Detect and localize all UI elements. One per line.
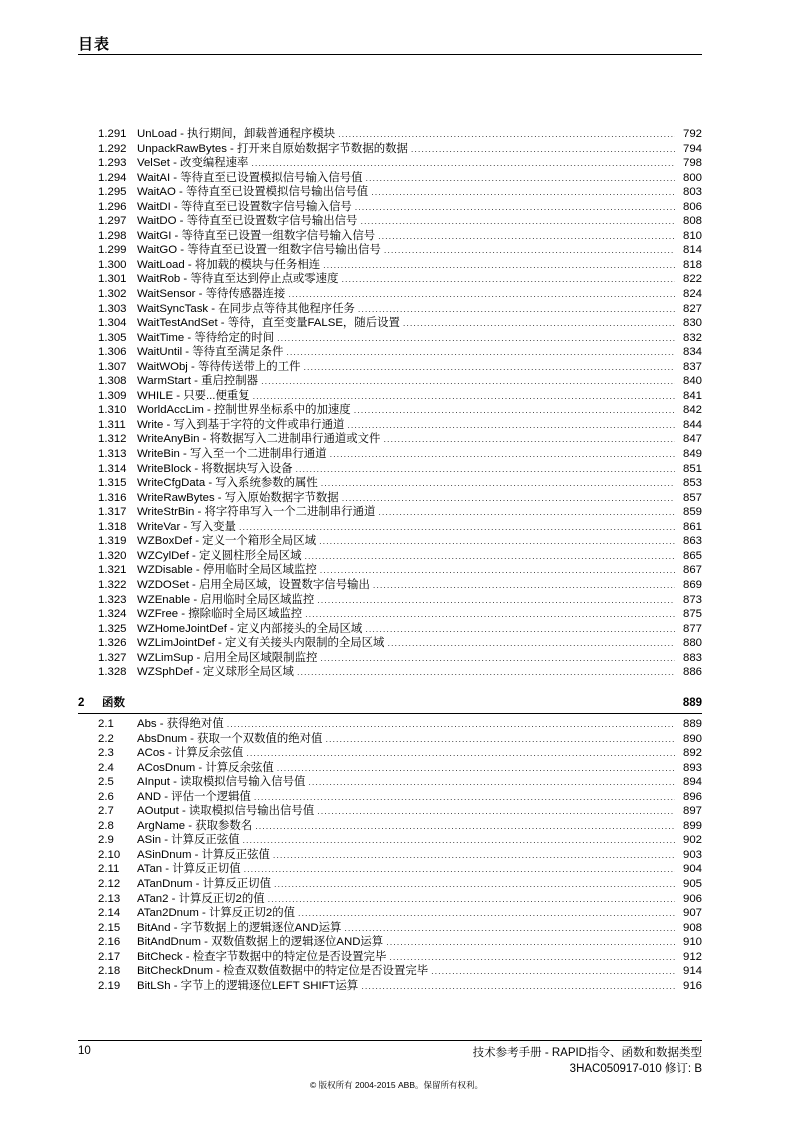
toc-entry-page: 875 bbox=[682, 608, 702, 621]
toc-entry-page: 892 bbox=[682, 747, 702, 760]
toc-entry[interactable] bbox=[78, 804, 702, 819]
toc-entry-page: 916 bbox=[682, 979, 702, 992]
toc-entry-page: 907 bbox=[682, 907, 702, 920]
toc-entry[interactable] bbox=[78, 156, 702, 171]
toc-entry[interactable] bbox=[78, 717, 702, 732]
toc-entry-number: 1.292 bbox=[98, 142, 127, 155]
toc-entry-number: 1.299 bbox=[98, 244, 127, 257]
toc-entry-title: WaitLoad - 将加载的模块与任务相连 bbox=[137, 258, 321, 271]
toc-leader-dots bbox=[303, 360, 675, 375]
toc-entry-title: WorldAccLim - 控制世界坐标系中的加速度 bbox=[137, 404, 351, 417]
toc-entry[interactable] bbox=[78, 578, 702, 593]
toc-entry-title: WriteStrBin - 将字符串写入一个二进制串行通道 bbox=[137, 506, 376, 519]
toc-leader-dots bbox=[323, 258, 675, 273]
toc-entry-page: 851 bbox=[682, 462, 702, 475]
toc-leader-dots bbox=[321, 476, 675, 491]
footer-divider bbox=[78, 1040, 702, 1041]
toc-entry[interactable] bbox=[78, 833, 702, 848]
toc-leader-dots bbox=[347, 418, 675, 433]
toc-entry-number: 2.11 bbox=[98, 863, 120, 876]
toc-entry-page: 890 bbox=[682, 732, 702, 745]
toc-entry-page: 902 bbox=[682, 834, 702, 847]
toc-entry-title: WaitDI - 等待直至已设置数字信号输入信号 bbox=[137, 200, 352, 213]
toc-entry[interactable] bbox=[78, 185, 702, 200]
toc-entry-page: 910 bbox=[682, 936, 702, 949]
toc-entry-number: 2.18 bbox=[98, 965, 121, 978]
toc-leader-dots bbox=[288, 287, 675, 302]
toc-entry-number: 1.309 bbox=[98, 389, 127, 402]
toc-leader-dots bbox=[227, 717, 675, 732]
toc-entry-number: 1.310 bbox=[98, 404, 127, 417]
toc-entry[interactable] bbox=[78, 447, 702, 462]
toc-entry-title: WaitRob - 等待直至达到停止点或零速度 bbox=[137, 273, 339, 286]
toc-entry-title: Abs - 获得绝对值 bbox=[137, 718, 224, 730]
toc-entry[interactable] bbox=[78, 142, 702, 157]
toc-entry-page: 869 bbox=[682, 578, 702, 591]
toc-entry[interactable] bbox=[78, 418, 702, 433]
toc-leader-dots bbox=[317, 804, 675, 819]
toc-entry-title: AND - 评估一个逻辑值 bbox=[137, 790, 251, 803]
toc-entry-number: 1.328 bbox=[98, 666, 127, 679]
toc-entry-title: BitAndDnum - 双数值数据上的逻辑逐位AND运算 bbox=[137, 936, 384, 949]
toc-entry-page: 914 bbox=[682, 965, 702, 978]
toc-entry-number: 1.315 bbox=[98, 477, 127, 490]
toc-leader-dots bbox=[355, 200, 675, 215]
toc-entry-page: 822 bbox=[682, 273, 702, 286]
toc-entry[interactable] bbox=[78, 476, 702, 491]
toc-leader-dots bbox=[330, 447, 675, 462]
toc-entry-number: 2.17 bbox=[98, 950, 121, 963]
toc-entry-page: 897 bbox=[682, 805, 702, 818]
toc-entry-title: WaitSensor - 等待传感器连接 bbox=[137, 288, 286, 301]
toc-entry-title: WZLimSup - 启用全局区域限制监控 bbox=[137, 651, 318, 664]
toc-entry[interactable] bbox=[78, 491, 702, 506]
toc-entry-number: 1.303 bbox=[98, 302, 127, 315]
toc-leader-dots bbox=[371, 185, 675, 200]
toc-entry-title: Write - 写入到基于字符的文件或串行通道 bbox=[137, 418, 345, 431]
toc-entry-page: 859 bbox=[682, 506, 702, 519]
toc-leader-dots bbox=[251, 156, 675, 171]
toc-entry[interactable] bbox=[78, 258, 702, 273]
toc-entry-title: WaitAO - 等待直至已设置模拟信号输出信号值 bbox=[137, 186, 369, 199]
toc-leader-dots bbox=[268, 892, 675, 907]
toc-entry-page: 798 bbox=[682, 157, 702, 170]
toc-entry[interactable] bbox=[78, 505, 702, 520]
toc-entry-page: 889 bbox=[682, 718, 702, 730]
toc-leader-dots bbox=[341, 272, 675, 287]
toc-entry-title: WaitTime - 等待给定的时间 bbox=[137, 331, 275, 344]
toc-entry-title: WriteCfgData - 写入系统参数的属性 bbox=[137, 477, 318, 490]
toc-entry[interactable] bbox=[78, 302, 702, 317]
toc-entry-number: 1.316 bbox=[98, 491, 127, 504]
toc-entry-number: 1.314 bbox=[98, 462, 127, 475]
toc-entry[interactable] bbox=[78, 243, 702, 258]
toc-entry-title: WarmStart - 重启控制器 bbox=[137, 375, 259, 388]
toc-leader-dots bbox=[274, 877, 675, 892]
toc-entry-title: WZDisable - 停用临时全局区域监控 bbox=[137, 564, 317, 577]
toc-entry[interactable] bbox=[78, 171, 702, 186]
toc-entry-title: WaitWObj - 等待传送带上的工件 bbox=[137, 360, 301, 373]
toc-entry-number: 1.302 bbox=[98, 288, 127, 301]
toc-entry-title: AInput - 读取模拟信号输入信号值 bbox=[137, 776, 306, 789]
toc-entry-page: 880 bbox=[682, 637, 702, 650]
toc-leader-dots bbox=[244, 862, 675, 877]
toc-entry[interactable] bbox=[78, 374, 702, 389]
toc-entry-page: 867 bbox=[682, 564, 702, 577]
page-header-title: 目表 bbox=[78, 36, 111, 53]
toc-entry-number: 1.307 bbox=[98, 360, 127, 373]
toc-entry[interactable] bbox=[78, 272, 702, 287]
toc-entry-title: BitLSh - 字节上的逻辑逐位LEFT SHIFT运算 bbox=[137, 979, 359, 992]
toc-entry[interactable] bbox=[78, 950, 702, 965]
toc-entry-number: 1.306 bbox=[98, 346, 127, 359]
toc-entry-number: 1.308 bbox=[98, 375, 127, 388]
toc-entry-title: WriteBlock - 将数据块写入设备 bbox=[137, 462, 293, 475]
toc-leader-dots bbox=[366, 171, 676, 186]
toc-leader-dots bbox=[305, 549, 675, 564]
toc-entry-page: 904 bbox=[682, 863, 702, 876]
toc-leader-dots bbox=[297, 665, 675, 680]
toc-leader-dots bbox=[387, 636, 675, 651]
toc-entry[interactable] bbox=[78, 403, 702, 418]
toc-leader-dots bbox=[354, 403, 675, 418]
toc-entry[interactable] bbox=[78, 761, 702, 776]
toc-entry-number: 2.8 bbox=[98, 819, 114, 832]
toc-entry-title: WZCylDef - 定义圆柱形全局区域 bbox=[137, 549, 302, 562]
toc-leader-dots bbox=[277, 331, 675, 346]
toc-entry-page: 906 bbox=[682, 892, 702, 905]
toc-entry-number: 2.10 bbox=[98, 848, 121, 861]
toc-entry-page: 830 bbox=[682, 317, 702, 330]
toc-entry-number: 1.322 bbox=[98, 578, 127, 591]
toc-entry[interactable] bbox=[78, 790, 702, 805]
toc-entry-page: 827 bbox=[682, 302, 702, 315]
toc-entry-number: 1.305 bbox=[98, 331, 127, 344]
toc-entry-title: WZBoxDef - 定义一个箱形全局区域 bbox=[137, 535, 317, 548]
toc-leader-dots bbox=[325, 732, 675, 747]
toc-entry-title: WZLimJointDef - 定义有关接头内限制的全局区域 bbox=[137, 637, 385, 650]
footer-info bbox=[473, 1045, 702, 1077]
toc-entry-number: 2.3 bbox=[98, 747, 114, 760]
toc-entry-page: 857 bbox=[682, 491, 702, 504]
toc-leader-dots bbox=[389, 950, 675, 965]
toc-entry-title: AOutput - 读取模拟信号输出信号值 bbox=[137, 805, 315, 818]
toc-entry-page: 899 bbox=[682, 819, 702, 832]
toc-entry-number: 2.12 bbox=[98, 878, 121, 891]
toc-entry-page: 894 bbox=[682, 776, 702, 789]
toc-entry-number: 1.294 bbox=[98, 171, 127, 184]
toc-entry-page: 837 bbox=[682, 360, 702, 373]
toc-entry-page: 873 bbox=[682, 593, 702, 606]
toc-entry-title: WriteVar - 写入变量 bbox=[137, 520, 236, 533]
toc-entry-title: ATan2 - 计算反正切2的值 bbox=[137, 892, 265, 905]
toc-entry-page: 792 bbox=[682, 128, 702, 140]
toc-leader-dots bbox=[298, 906, 675, 921]
toc-leader-dots bbox=[431, 964, 675, 979]
toc-entry-page: 863 bbox=[682, 535, 702, 548]
chapter-number: 2 bbox=[78, 697, 85, 709]
footer-doc-id: 3HAC050917-010 修订: B bbox=[569, 1063, 702, 1075]
toc-entry-title: ASinDnum - 计算反正弦值 bbox=[137, 848, 270, 861]
footer-page-number: 10 bbox=[78, 1045, 91, 1057]
toc-entry-page: 800 bbox=[682, 171, 702, 184]
toc-leader-dots bbox=[320, 651, 675, 666]
toc-entry[interactable] bbox=[78, 127, 702, 142]
toc-entry-number: 2.19 bbox=[98, 979, 121, 992]
toc-entry-page: 883 bbox=[682, 651, 702, 664]
toc-leader-dots bbox=[253, 389, 675, 404]
toc-entry-title: WaitGI - 等待直至已设置一组数字信号输入信号 bbox=[137, 229, 376, 242]
footer-copyright: © 版权所有 2004-2015 ABB。保留所有权利。 bbox=[309, 1080, 483, 1090]
toc-entry[interactable] bbox=[78, 892, 702, 907]
toc-entry[interactable] bbox=[78, 345, 702, 360]
toc-entry-title: BitCheck - 检查字节数据中的特定位是否设置完毕 bbox=[137, 950, 387, 963]
toc-entry-number: 1.325 bbox=[98, 622, 127, 635]
toc-entry-page: 842 bbox=[682, 404, 702, 417]
toc-leader-dots bbox=[277, 761, 675, 776]
toc-entry-number: 2.6 bbox=[98, 790, 114, 803]
toc-entry[interactable] bbox=[78, 979, 702, 994]
toc-entry-page: 847 bbox=[682, 433, 702, 446]
toc-entry-title: WaitTestAndSet - 等待，直至变量FALSE，随后设置 bbox=[137, 317, 400, 330]
toc-entry[interactable] bbox=[78, 462, 702, 477]
toc-entry-number: 1.324 bbox=[98, 608, 127, 621]
toc-entry[interactable] bbox=[78, 534, 702, 549]
toc-entry-title: ArgName - 获取参数名 bbox=[137, 819, 253, 832]
toc-leader-dots bbox=[246, 746, 675, 761]
toc-entry-number: 2.2 bbox=[98, 732, 114, 745]
toc-entry-page: 893 bbox=[682, 761, 702, 774]
toc-leader-dots bbox=[286, 345, 675, 360]
toc-entry-title: WriteRawBytes - 写入原始数据字节数据 bbox=[137, 491, 339, 504]
toc-leader-dots bbox=[378, 505, 675, 520]
toc-entry-number: 1.321 bbox=[98, 564, 127, 577]
toc-leader-dots bbox=[261, 374, 675, 389]
toc-entry-page: 903 bbox=[682, 848, 702, 861]
toc-entry[interactable] bbox=[78, 964, 702, 979]
toc-entry-number: 1.311 bbox=[98, 418, 126, 431]
toc-entry-number: 1.300 bbox=[98, 258, 127, 271]
toc-leader-dots bbox=[358, 302, 675, 317]
toc-entry-title: WaitGO - 等待直至已设置一组数字信号输出信号 bbox=[137, 244, 381, 257]
toc-leader-dots bbox=[254, 790, 675, 805]
toc-entry-title: VelSet - 改变编程速率 bbox=[137, 157, 249, 170]
toc-leader-dots bbox=[344, 921, 675, 936]
toc-entry-title: ACosDnum - 计算反余弦值 bbox=[137, 761, 274, 774]
toc-entry-title: BitCheckDnum - 检查双数值数据中的特定位是否设置完毕 bbox=[137, 965, 429, 978]
toc-leader-dots bbox=[320, 563, 675, 578]
toc-entry[interactable] bbox=[78, 935, 702, 950]
toc-entry-page: 905 bbox=[682, 878, 702, 891]
toc-entry-page: 896 bbox=[682, 790, 702, 803]
toc-entry[interactable] bbox=[78, 593, 702, 608]
toc-entry[interactable] bbox=[78, 200, 702, 215]
toc-entry-title: UnpackRawBytes - 打开来自原始数据字节数据的数据 bbox=[137, 142, 408, 155]
toc-entry-number: 1.313 bbox=[98, 448, 127, 461]
toc-entry-number: 2.4 bbox=[98, 761, 114, 774]
toc-leader-dots bbox=[342, 491, 675, 506]
toc-entry-number: 1.319 bbox=[98, 535, 127, 548]
toc-leader-dots bbox=[273, 848, 675, 863]
toc-entry-page: 908 bbox=[682, 921, 702, 934]
toc-entry[interactable] bbox=[78, 636, 702, 651]
toc-entry-number: 1.327 bbox=[98, 651, 127, 664]
footer-manual-title: 技术参考手册 - RAPID指令、函数和数据类型 bbox=[472, 1047, 702, 1059]
toc-entry-number: 1.323 bbox=[98, 593, 127, 606]
toc-entry[interactable] bbox=[78, 331, 702, 346]
toc-entry-number: 1.293 bbox=[98, 157, 127, 170]
toc-entry-title: WaitUntil - 等待直至满足条件 bbox=[137, 346, 284, 359]
toc-entry-page: 832 bbox=[682, 331, 702, 344]
toc-entry-number: 1.320 bbox=[98, 549, 127, 562]
toc-entry-number: 2.16 bbox=[98, 936, 121, 949]
toc-entry[interactable] bbox=[78, 906, 702, 921]
toc-entry-page: 803 bbox=[682, 186, 702, 199]
toc-entry-page: 814 bbox=[682, 244, 702, 257]
toc-leader-dots bbox=[361, 979, 675, 994]
toc-entry[interactable] bbox=[78, 921, 702, 936]
toc-entry-number: 1.312 bbox=[98, 433, 127, 446]
toc-entry-number: 1.291 bbox=[98, 128, 127, 140]
toc-entry-number: 2.5 bbox=[98, 776, 114, 789]
toc-entry-page: 818 bbox=[682, 258, 702, 271]
toc-entry-page: 853 bbox=[682, 477, 702, 490]
toc-entry-title: ATanDnum - 计算反正切值 bbox=[137, 878, 271, 891]
toc-entry-title: WriteBin - 写入至一个二进制串行通道 bbox=[137, 448, 327, 461]
toc-entry-title: UnLoad - 执行期间，卸载普通程序模块 bbox=[137, 128, 336, 140]
toc-entry[interactable] bbox=[78, 862, 702, 877]
toc-entry[interactable] bbox=[78, 563, 702, 578]
toc-entry-page: 844 bbox=[682, 418, 702, 431]
toc-entry[interactable] bbox=[78, 549, 702, 564]
toc-entry-page: 912 bbox=[682, 950, 702, 963]
toc-entry-title: WriteAnyBin - 将数据写入二进制串行通道或文件 bbox=[137, 433, 381, 446]
toc-leader-dots bbox=[360, 214, 675, 229]
toc-entry-title: ATan - 计算反正切值 bbox=[137, 863, 241, 876]
toc-entry-number: 2.14 bbox=[98, 907, 121, 920]
header-divider bbox=[78, 54, 702, 55]
toc-entry-number: 1.301 bbox=[98, 273, 127, 286]
toc-section-1 bbox=[78, 127, 702, 680]
toc-leader-dots bbox=[255, 819, 675, 834]
toc-entry-page: 841 bbox=[682, 389, 702, 402]
toc-leader-dots bbox=[305, 607, 675, 622]
toc-entry-number: 2.1 bbox=[98, 718, 114, 730]
toc-entry-page: 865 bbox=[682, 549, 702, 562]
toc-entry-title: WaitAI - 等待直至已设置模拟信号输入信号值 bbox=[137, 171, 363, 184]
toc-entry-number: 2.15 bbox=[98, 921, 121, 934]
toc-entry-number: 1.296 bbox=[98, 200, 127, 213]
toc-entry-number: 1.318 bbox=[98, 520, 127, 533]
chapter-page: 889 bbox=[682, 697, 702, 709]
toc-entry[interactable] bbox=[78, 360, 702, 375]
toc-section-2 bbox=[78, 717, 702, 993]
toc-entry-page: 877 bbox=[682, 622, 702, 635]
chapter-title: 函数 bbox=[102, 697, 125, 709]
toc-entry[interactable] bbox=[78, 432, 702, 447]
toc-entry-number: 1.297 bbox=[98, 215, 127, 228]
toc-entry-title: ASin - 计算反正弦值 bbox=[137, 834, 240, 847]
toc-entry-page: 886 bbox=[682, 666, 702, 679]
toc-entry[interactable] bbox=[78, 520, 702, 535]
toc-entry[interactable] bbox=[78, 665, 702, 680]
toc-leader-dots bbox=[338, 127, 675, 142]
toc-entry[interactable] bbox=[78, 732, 702, 747]
toc-leader-dots bbox=[384, 243, 675, 258]
toc-leader-dots bbox=[383, 432, 675, 447]
toc-leader-dots bbox=[373, 578, 675, 593]
toc-entry-page: 834 bbox=[682, 346, 702, 359]
toc-entry-number: 2.9 bbox=[98, 834, 114, 847]
toc-entry-page: 794 bbox=[682, 142, 702, 155]
toc-entry-number: 1.304 bbox=[98, 317, 127, 330]
toc-entry[interactable] bbox=[78, 229, 702, 244]
toc-entry[interactable] bbox=[78, 651, 702, 666]
toc-entry-title: AbsDnum - 获取一个双数值的绝对值 bbox=[137, 732, 323, 745]
toc-entry[interactable] bbox=[78, 775, 702, 790]
toc-entry-page: 810 bbox=[682, 229, 702, 242]
toc-entry[interactable] bbox=[78, 746, 702, 761]
toc-entry-page: 824 bbox=[682, 288, 702, 301]
toc-entry-number: 1.295 bbox=[98, 186, 127, 199]
toc-leader-dots bbox=[308, 775, 675, 790]
toc-leader-dots bbox=[365, 622, 675, 637]
toc-entry[interactable] bbox=[78, 877, 702, 892]
toc-entry[interactable] bbox=[78, 607, 702, 622]
toc-entry-page: 806 bbox=[682, 200, 702, 213]
toc-entry-number: 2.7 bbox=[98, 805, 114, 818]
toc-leader-dots bbox=[295, 462, 675, 477]
toc-entry[interactable] bbox=[78, 389, 702, 404]
toc-entry-title: WZFree - 擦除临时全局区域监控 bbox=[137, 608, 303, 621]
toc-entry-title: BitAnd - 字节数据上的逻辑逐位AND运算 bbox=[137, 921, 342, 934]
toc-entry-page: 849 bbox=[682, 448, 702, 461]
toc-entry[interactable] bbox=[78, 316, 702, 331]
toc-entry-title: WZSphDef - 定义球形全局区域 bbox=[137, 666, 294, 679]
toc-entry-title: WaitSyncTask - 在同步点等待其他程序任务 bbox=[137, 302, 355, 315]
toc-entry-page: 840 bbox=[682, 375, 702, 388]
toc-entry-title: WHILE - 只要...便重复 bbox=[137, 389, 250, 402]
toc-entry-title: ACos - 计算反余弦值 bbox=[137, 747, 244, 760]
toc-leader-dots bbox=[319, 534, 675, 549]
toc-chapter-heading[interactable] bbox=[78, 693, 702, 714]
toc-entry-number: 1.326 bbox=[98, 637, 127, 650]
toc-entry[interactable] bbox=[78, 848, 702, 863]
toc-leader-dots bbox=[378, 229, 675, 244]
toc-entry[interactable] bbox=[78, 622, 702, 637]
toc-entry[interactable] bbox=[78, 287, 702, 302]
toc-entry-number: 2.13 bbox=[98, 892, 121, 905]
toc-leader-dots bbox=[243, 833, 675, 848]
toc-entry-number: 1.298 bbox=[98, 229, 127, 242]
toc-leader-dots bbox=[386, 935, 675, 950]
toc-entry-page: 861 bbox=[682, 520, 702, 533]
toc-entry-title: ATan2Dnum - 计算反正切2的值 bbox=[137, 907, 296, 920]
toc-entry[interactable] bbox=[78, 819, 702, 834]
toc-entry-title: WZHomeJointDef - 定义内部接头的全局区域 bbox=[137, 622, 363, 635]
toc-leader-dots bbox=[239, 520, 675, 535]
toc-leader-dots bbox=[411, 142, 675, 157]
toc-entry[interactable] bbox=[78, 214, 702, 229]
toc-entry-title: WZEnable - 启用临时全局区域监控 bbox=[137, 593, 315, 606]
toc-entry-page: 808 bbox=[682, 215, 702, 228]
toc-entry-title: WaitDO - 等待直至已设置数字信号输出信号 bbox=[137, 215, 358, 228]
toc-leader-dots bbox=[317, 593, 675, 608]
toc-leader-dots bbox=[403, 316, 675, 331]
toc-entry-title: WZDOSet - 启用全局区域，设置数字信号输出 bbox=[137, 578, 370, 591]
toc-entry-number: 1.317 bbox=[98, 506, 127, 519]
